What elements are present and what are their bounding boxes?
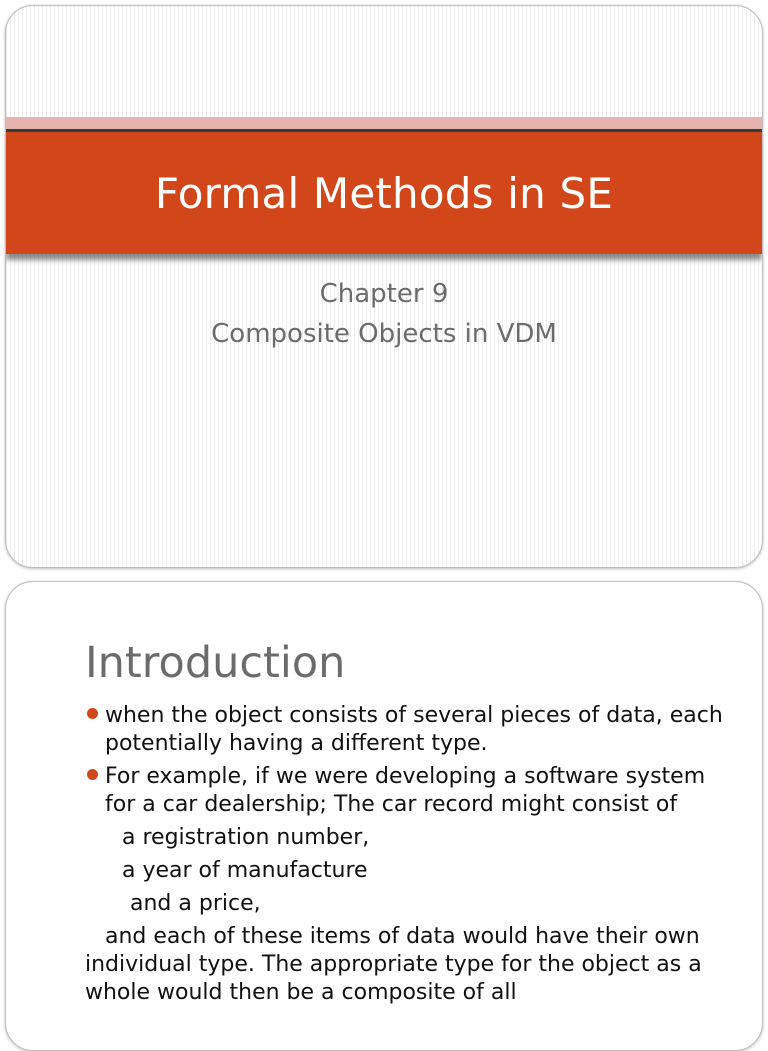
subtitle-topic: Composite Objects in VDM [211,319,557,349]
slide-subtitle [6,274,762,354]
sub-item-year: a year of manufacture [122,858,368,883]
title-band [6,129,762,254]
bullet-dot-icon [87,769,98,780]
sub-item-price: and a price, [130,891,261,916]
introduction-slide [5,581,763,1051]
slide-title: Formal Methods in SE [154,168,614,218]
subtitle-chapter: Chapter 9 [319,279,449,309]
introduction-heading: Introduction [85,638,346,688]
bullet-text: For example, if we were developing a software system for a car dealership; The car record might consist of [105,764,706,817]
bullet-item [85,763,725,819]
sub-item-registration: a registration number, [122,825,370,850]
introduction-body [85,702,725,1007]
closing-paragraph: and each of these items of data would have their own individual type. The appropriate type for the object as a whole would then be a composite of all [85,924,702,1005]
bullet-dot-icon [87,708,98,719]
bullet-item [85,702,725,758]
bullet-text: when the object consists of several pieces of data, each potentially having a different type. [105,703,723,756]
title-slide [5,5,763,568]
title-band-accent [6,117,762,129]
